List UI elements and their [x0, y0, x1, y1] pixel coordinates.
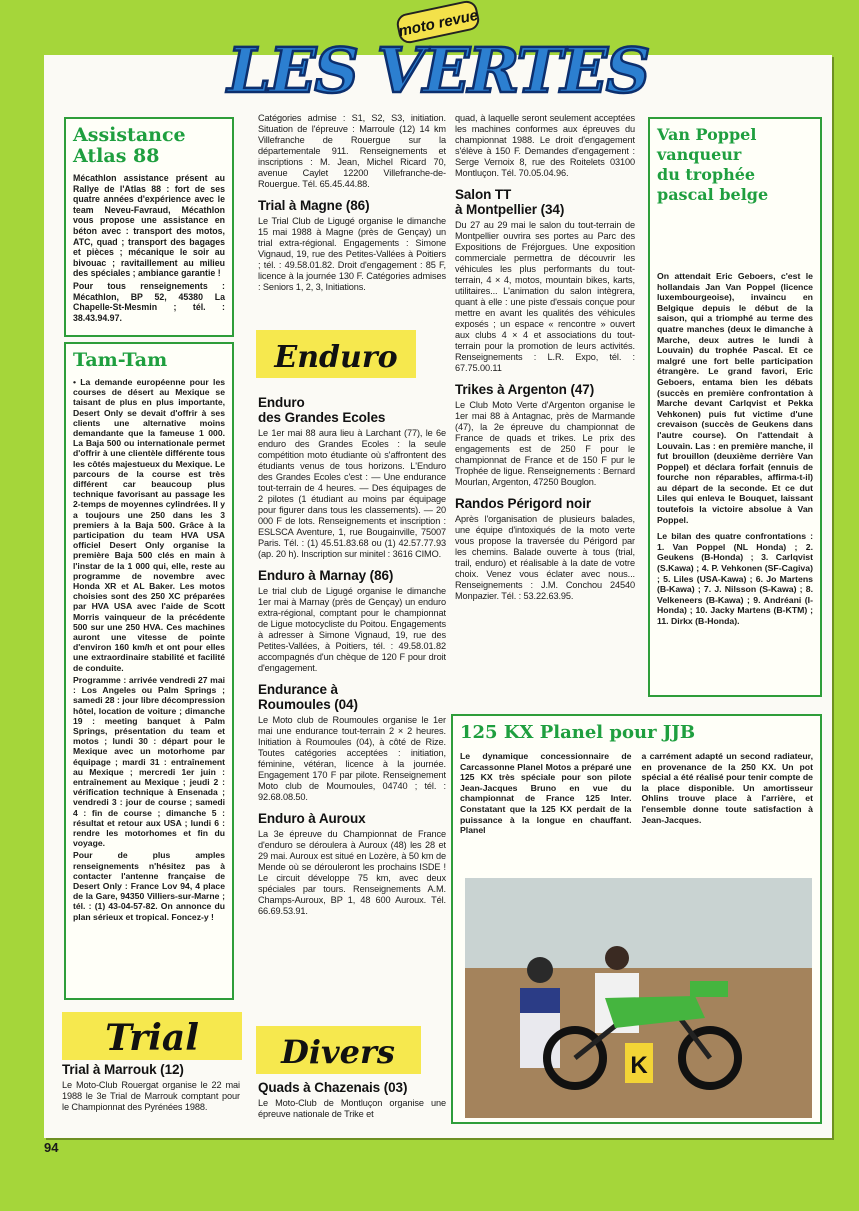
header-banner [227, 0, 649, 110]
col3-top-text: quad, à laquelle seront seulement acceptées les machines conformes aux épreuves du championnat 1988. Le droit d'engagement s'élève à 150 F. Demandes d'engagement : Serge Vernoix 8, rue des Roitelets 03100 Montluçon. Tél. 70.05.04.96. [455, 113, 635, 178]
vanpoppel-title-1: Van Poppel [657, 125, 757, 144]
trial-marrouk-title: Trial à Marrouk (12) [62, 1062, 184, 1077]
enduro-marnay-body: Le trial club de Ligugé organise le dimanche 1er mai à Marnay (près de Gençay) un enduro extra-régional, comptant pour le championnat de Ligue motocycliste du Poitou. Engagements à adresser à Simone Vignaud, 19, rue des Petites-Vallées, à Poitiers, tél. : 49.58.01.82 accompagnés d'un chèque de 120 F pour droit d'engagement. [258, 586, 446, 673]
enduro-marnay-title: Enduro à Marnay (86) [258, 568, 394, 583]
enduro-tag-text: Enduro [274, 340, 398, 375]
assistance-box [64, 117, 234, 337]
randos-body: Après l'organisation de plusieurs balades, une équipe d'intoxiqués de la moto verte vous propose la traversée du Périgord par les chemins. Balade ouverte à tous (trial, trail, enduro) et réalisable à la date de votre choix. Venez vous éclater avec nous... Renseignements : J.M. Conchou 24540 Monpazier. Tél. : 53.22.63.95. [455, 514, 635, 601]
quads-body: Le Moto-Club de Montluçon organise une épreuve nationale de Trike et [258, 1098, 446, 1119]
enduro-ecoles-body: Le 1er mai 88 aura lieu à Larchant (77), le 6e enduro des Grandes Ecoles : la seule compétition moto étudiante où s'affrontent des étudiants venus de tous horizons. L'Enduro des Grandes Ecoles c'est : — Une endurance tout-terrain de 4 heures. — Des équipages de 2 pilotes (1 étudiant au moins par équipage pour figurer dans tous les classements). — 20 000 F de lots. Renseignements et inscription : ESLSCA Aventure, 1, rue Bougainville, 75007 Paris. Tél. : (1) 45.51.83.68 ou (1) 42.57.77.93 (ap. 20 h). Inscription sur minitel : 3616 CIMO. [258, 428, 446, 559]
enduro-auroux-title: Enduro à Auroux [258, 811, 366, 826]
vanpoppel-box [648, 117, 822, 697]
assistance-contact: Pour tous renseignements : Mécathlon, BP 52, 45380 La Chapelle-St-Mesmin ; tél. : 38.43.94.97. [73, 280, 225, 323]
enduro-ecoles-title-2: des Grandes Ecoles [258, 410, 386, 425]
divers-tag [256, 1026, 421, 1074]
column-2-enduro [258, 395, 446, 919]
page-number: 94 [44, 1140, 59, 1155]
kx-col1: Le dynamique concessionnaire de Carcassonne Planel Motos a préparé une 125 KX très spéciale pour son pilote Jean-Jacques Bruno en vue du championnat de France 125 Inter. Constatant que la 125 KX perdait de la puissance à la longue en chauffant. Planel [460, 751, 632, 836]
vanpoppel-results: Le bilan des quatre confrontations : 1. Van Poppel (NL Honda) ; 2. Geukens (B-Honda) ; 3. Carlqvist (S.Kawa) ; 4. P. Vehkonen (SF-Cagiva) ; 5. Liles (USA-Kawa) ; 6. Jo Martens (B-Kawa) ; 7. J. Nilsson (S-Kawa) ; 8. Velkeneers (B-Kawa) ; 9. Andréani (I-Honda) ; 10. Jacky Martens (B-KTM) ; 11. Dirkx (B-Honda). [657, 531, 813, 626]
enduro-auroux-body: La 3e épreuve du Championnat de France d'enduro se déroulera à Auroux (48) les 28 et 29 mai. Auroux est situé en Lozère, à 50 km de Mende où se dérouleront les prochains ISDE ! Le circuit développe 75 km, avec deux spéciales par tours. Renseignements A.M. Champs-Auroux, BP 1, 48 600 Auroux. Tél. 66.69.53.91. [258, 829, 446, 916]
assistance-title-2: Atlas 88 [73, 145, 160, 167]
divers-tag-text: Divers [281, 1033, 395, 1071]
trial-magne-body: Le Trial Club de Ligugé organise le dimanche 15 mai 1988 à Magne (près de Gençay) un trial extra-régional. Engagements : Simone Vignaud, 19, rue des Petites-Vallées à Poitiers ; tél. : 49.58.01.82. Droit d'engagement : 85 F, licence à la journée 130 F. Catégories admises : Seniors 1, 2, 3, Initiations. [258, 216, 446, 292]
tamtam-programme: Programme : arrivée vendredi 27 mai : Los Angeles ou Palm Springs ; samedi 28 : jour libre décompression hôtel, location de voiture ; dimanche 19 : meeting banquet à Palm Springs, présentation du team et motos ; lundi 30 : départ pour le Mexique avec un motorhome par équipage ; mardi 31 : entraînement au Mexique ; mercredi 1er juin : entraînement au Mexique ; jeudi 2 : vérification technique à Ensenada ; vendredi 3 : jour de course ; samedi 4 : fin de course ; dimanche 5 : résultat et retour aux USA ; lundi 6 : rendre les motorhomes et fin du voyage. [73, 674, 225, 849]
motorcycle-photo-illustration [465, 878, 812, 1118]
column-2 [258, 113, 446, 295]
endurance-roumoules-body: Le Moto club de Roumoules organise le 1er mai une endurance tout-terrain 2 × 2 heures. Initiation à Roumoules (04), à côté de Rize. Toutes catégories acceptées : initiation, féminine, vétéran, licence à la journée. Engagement 170 F par pilote. Renseignement Moto club de Moumoules, 04740 ; tél. : 92.68.08.50. [258, 715, 446, 802]
photo-plate: K [630, 1052, 648, 1079]
tamtam-box [64, 342, 234, 1000]
column-3 [455, 113, 635, 604]
vanpoppel-title-4: pascal belge [657, 185, 769, 204]
endurance-roumoules-title-1: Endurance à [258, 682, 338, 697]
quads [258, 1080, 446, 1122]
vanpoppel-body: On attendait Eric Geboers, c'est le hollandais Jan Van Poppel (licence luxembourgeoise), invaincu en Belgique depuis le début de la saison, qui a triomphé au terme des quatre manches (deux le dimanche à Marche, deux autres le lundi à Louvain) du trophée Pascal. Et ce malgré une fort belle participation étrangère. Le grand favori, Eric Geboers, entama bien les débats (succès en première confrontation à Marche devant Carlqvist et Pekka Vehkonen) puis fut victime d'une crevaison (succès de Geukens dans l'autre course). On l'attendait à Louvain. Las : en première manche, il fut brouillon (deuxième derrière Van Poppel) et déclara forfait (ennuis de fourche non réparables, affirma-t-il) au départ de la seconde. Et ce dut Liles qui enleva le Bouquet, laissant toutefois la victoire absolue à Van Poppel. [657, 271, 813, 525]
col2-top-text: Catégories admise : S1, S2, S3, initiation. Situation de l'épreuve : Marroule (12) 14 km Villefranche de Rouergue sur la départementale 911. Renseignements et inscriptions : M. Jean, Michel Ricard 70, avenue Caylet 12200 Villefranche-de-Rouergue. Tél. 65.45.44.88. [258, 113, 446, 189]
trikes-body: Le Club Moto Verte d'Argenton organise le 1er mai 88 à Antagnac, près de Marmande (47), la 2e épreuve du championnat de France de quads et trikes. Le prix des engagements est de 250 F pour le championnat de France et de 150 F pur le Trophée de ligue. Renseignements : Bernard Mourlan, Argenton, 47250 Bouglon. [455, 400, 635, 487]
enduro-tag [256, 330, 416, 378]
trial-marrouk-body: Le Moto-Club Rouergat organise le 22 mai 1988 le 3e Trial de Marrouk comptant pour le Championnat des Pyrénées 1988. [62, 1080, 240, 1112]
endurance-roumoules-title-2: Roumoules (04) [258, 697, 358, 712]
kx-title: 125 KX Planel pour JJB [460, 722, 696, 743]
header-title: LES VERTES [227, 34, 649, 107]
vanpoppel-title-3: du trophée [657, 165, 756, 184]
kx-photo [465, 878, 812, 1118]
tamtam-contact: Pour de plus amples renseignements n'hésitez pas à contacter l'antenne française de Desert Only : France Lov 94, 4 place de la Gare, 94350 Villiers-sur-Marne ; tél. : (1) 43-04-57-82. On annonce du plan sérieux et tropical. Foncez-y ! [73, 850, 225, 922]
trial-tag [62, 1012, 242, 1060]
salon-title-1: Salon TT [455, 187, 512, 202]
tamtam-title: Tam-Tam [73, 349, 168, 371]
assistance-body: Mécathlon assistance présent au Rallye de l'Atlas 88 : fort de ses quatre années d'expérience avec le team Neveu-Favraud, Mécathlon vous propose une assistance en béton avec : transport des motos, ATC, quad ; transport des bagages et pièces ; mécanique le soir au bivouac ; ravitaillement au milieu des spéciales ; ambiance garantie ! [73, 173, 225, 279]
trikes-title: Trikes à Argenton (47) [455, 382, 595, 397]
assistance-title-1: Assistance [73, 124, 186, 146]
trial-marrouk [62, 1062, 240, 1115]
logo-moto-revue: moto revue [396, 6, 480, 41]
salon-title-2: à Montpellier (34) [455, 202, 565, 217]
les-vertes-logo [227, 0, 649, 110]
trial-tag-text: Trial [105, 1017, 199, 1059]
tamtam-body: • La demande européenne pour les courses de désert au Mexique se taisant de plus en plus importante, Desert Only se devait d'offrir à ses clients une alternative moins demandante que la fameuse 1 000. La Baja 500 ou internationale permet d'offrir à une clientèle différente tous les côtés majestueux du Mexique. Le parcours de la course est très différent car beaucoup plus technique favorisant au passage les 2-temps de moyennes cylindrées. Il y a toujours une 250 dans les 3 premiers à la Baja 500. Grâce à la participation du team HVA USA officiel Desert Only organise la première Baja 500 clés en main à l'instar de la 1 000 qui, elle, reste au programme de novembre avec Honda XR et AL Baker. Les motos choisies sont des 250 XC préparées par HVA USA avec l'aide de Scott Morris vainqueur de la précédente 500 sur une 250 HVA. Ces machines auront une vitesse de pointe d'environ 160 km/h et ont pour elles une extraordinaire stabilité et facilité de conduite. [73, 377, 225, 673]
vanpoppel-title-2: vanqueur [657, 145, 742, 164]
trial-magne-title: Trial à Magne (86) [258, 198, 370, 213]
quads-title: Quads à Chazenais (03) [258, 1080, 408, 1095]
kx-col2: a carrément adapté un second radiateur, en provenance de la 250 KX. Un pot spécial a été réalisé pour tenir compte de la place disponible. Un amortisseur Ohlins trouve place à l'arrière, et l'ensemble donne toute satisfaction à Jean-Jacques. [641, 751, 813, 825]
randos-title: Randos Périgord noir [455, 496, 592, 511]
enduro-ecoles-title-1: Enduro [258, 395, 305, 410]
salon-body: Du 27 au 29 mai le salon du tout-terrain de Montpellier ouvrira ses portes au Parc des Expositions de Fréjorgues. Une exposition commerciale permettra de découvrir les véhicules les plus performants du tout-terrain, 4 × 4, motos, mountain bikes, karts, utilitaires... L'animation du salon intègrera, quant à elle : une piste d'essais conçue pour mettre en avant les qualités des véhicules exposés ; un espace « rencontre » ouvert aux clubs 4 × 4 et associations du tout-terrain pour la promotion de leurs activités. Renseignements : L.R. Expo, tél. : 67.75.00.11 [455, 220, 635, 373]
